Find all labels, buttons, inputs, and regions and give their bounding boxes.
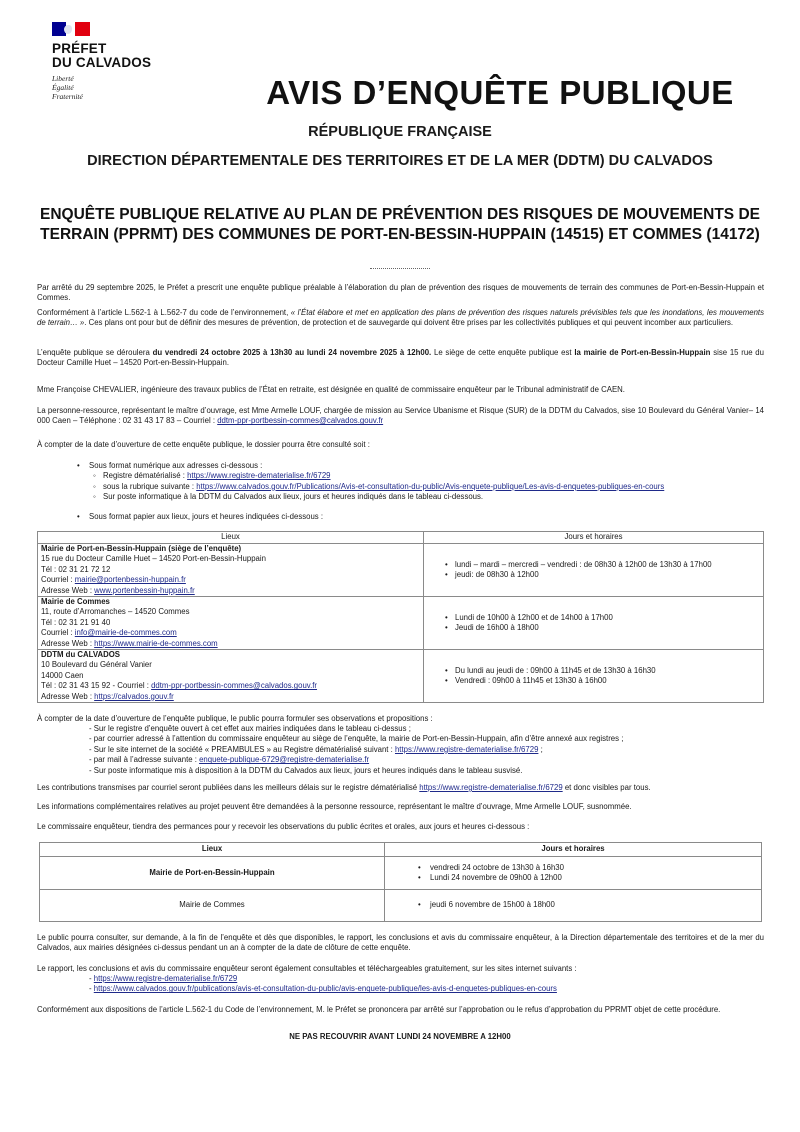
paragraph-informations: Les informations complémentaires relatives au projet peuvent être demandées à la personne ressource, représentant le maître d’ouvrage, Mme Armelle LOUF, susnommée. (37, 802, 632, 811)
registre-end: ; (538, 744, 543, 754)
republic-heading: RÉPUBLIQUE FRANÇAISE (308, 124, 492, 140)
place-web (41, 639, 420, 649)
observation-item: - Sur le registre d’enquête ouvert à cet effet aux mairies indiquées dans le tableau ci-dessus ; (89, 724, 411, 733)
enquiry-seat: la mairie de Port-en-Bessin-Huppain (574, 348, 711, 357)
paragraph-contributions (37, 783, 764, 793)
place-name: DDTM du CALVADOS (41, 650, 120, 660)
registre-link[interactable]: https://www.registre-dematerialise.fr/6729 (394, 744, 539, 754)
web-link[interactable]: https://calvados.gouv.fr (94, 691, 174, 701)
hours-item: • Lundi 24 novembre de 09h00 à 12h00 (430, 873, 758, 883)
contrib-text: Les contributions transmises par courriel seront publiées dans les meilleurs délais sur le registre dématérialisé (37, 783, 420, 792)
hours-cell (424, 544, 764, 597)
contact-text: La personne-ressource, représentant le maître d’ouvrage, est Mme Armelle LOUF, chargée de mission au Service Ubanisme et Risque (SUR) de la DDTM du Calvados, sise 10 Boulevard du Général Vanier– 14 000 Caen – Téléphone : 02 31 43 17 83 – Courriel : (37, 406, 764, 426)
place-phone-email (41, 681, 420, 691)
rubrique-link[interactable]: https://www.calvados.gouv.fr/Publications/Avis-et-consultation-du-public/Avis-enquete-publique/Les-avis-d-enquetes-publiques-en-cours (196, 481, 665, 491)
web-label: Adresse Web : (41, 585, 95, 595)
direction-heading: DIRECTION DÉPARTEMENTALE DES TERRITOIRES ET DE LA MER (DDTM) DU CALVADOS (87, 153, 713, 169)
column-header-horaires: Jours et horaires (424, 532, 764, 544)
place-cell: Mairie de Commes (40, 890, 385, 922)
table-header-row (38, 532, 764, 544)
table-row (38, 650, 764, 703)
subject-heading: ENQUÊTE PUBLIQUE RELATIVE AU PLAN DE PRÉVENTION DES RISQUES DE MOUVEMENTS DE TERRAIN (PPRMT) DES COMMUNES DE PORT-EN-BESSIN-HUPPAIN (14515) ET COMMES (14172) (40, 206, 760, 243)
observation-item: - Sur poste informatique mis à disposition à la DDTM du Calvados aux lieux, jours et heures indiqués dans le tableau susvisé. (89, 765, 523, 775)
prefecture-logo (52, 22, 151, 101)
contrib-link[interactable]: https://www.registre-dematerialise.fr/6729 (419, 783, 563, 792)
table-header-row (40, 843, 762, 857)
paragraph-permanences: Le commissaire enquêteur, tiendra des permances pour y recevoir les observations du public écrites et orales, aux jours et heures ci-dessous : (37, 822, 530, 831)
web-label: Adresse Web : (41, 691, 95, 701)
column-header-lieux: Lieux (40, 843, 385, 857)
place-address: 11, route d’Arromanches – 14520 Commes (41, 607, 190, 617)
table-row (40, 857, 762, 890)
observation-item: - par courrier adressé à l’attention du commissaire enquêteur au siège de l’enquête, la mairie de Port-en-Bessin-Huppain, afin d’être annexé aux registres ; (89, 734, 624, 744)
paragraph-article (37, 308, 764, 329)
place-cell (38, 597, 424, 650)
registre-label: Registre dématérialisé : (103, 471, 188, 481)
hours-item: • vendredi 24 octobre de 13h30 à 16h30 (430, 863, 758, 873)
web-link[interactable]: https://www.mairie-de-commes.com (94, 638, 218, 648)
observations-list (37, 724, 764, 776)
email-link[interactable]: mairie@portenbessin-huppain.fr (74, 575, 186, 585)
motto-egalite: Égalité (52, 83, 74, 92)
place-phone: Tél : 02 31 21 72 12 (41, 564, 111, 574)
list-item-paper: • Sous format papier aux lieux, jours et heures indiquées ci-dessous : (89, 512, 764, 522)
seat-address: sise 15 rue du Docteur Camille Huet – 14520 Port-en-Bessin-Huppain. (37, 348, 764, 368)
permanences-table (39, 842, 762, 922)
list-item-numeric (89, 461, 764, 503)
place-cell (38, 650, 424, 703)
motto-fraternite: Fraternité (52, 92, 83, 101)
email-label: Courriel : (41, 575, 75, 585)
email-link[interactable]: ddtm-ppr-portbessin-commes@calvados.gouv.fr (151, 681, 318, 691)
article-text: Conformément à l’article L.562-1 à L.562-7 du code de l’environnement, (37, 308, 291, 317)
registre-link[interactable]: https://www.registre-dematerialise.fr/6729 (93, 974, 238, 983)
registre-link[interactable]: https://www.registre-dematerialise.fr/6729 (187, 471, 331, 481)
contrib-end: et donc visibles par tous. (562, 783, 651, 792)
numeric-label: Sous format numérique aux adresses ci-dessous : (89, 461, 263, 470)
place-web (41, 586, 420, 596)
paragraph-rapport: Le rapport, les conclusions et avis du commissaire enquêteur seront également consultables et téléchargeables gratuitement, sur les sites internet suivants : (37, 964, 577, 973)
paragraph-consultation: À compter de la date d’ouverture de cette enquête publique, le dossier pourra être consulté soit : (37, 440, 370, 449)
seat-intro: Le siège de cette enquête publique est (431, 348, 575, 357)
hours-cell (424, 650, 764, 703)
web-link[interactable]: www.portenbessin-huppain.fr (94, 585, 195, 595)
motto-liberte: Liberté (52, 74, 74, 83)
email-link[interactable]: info@mairie-de-commes.com (74, 628, 177, 638)
logo-motto (52, 74, 151, 101)
place-address: 10 Boulevard du Général Vanier (41, 660, 152, 670)
paragraph-commissaire: Mme Françoise CHEVALIER, ingénieure des travaux publics de l’État en retraite, est désignée en qualité de commissaire enquêteur par le Tribunal administratif de CAEN. (37, 385, 625, 394)
enquiry-dates: du vendredi 24 octobre 2025 à 13h30 au lundi 24 novembre 2025 à 12h00. (152, 348, 432, 357)
place-web (41, 692, 420, 702)
paragraph-public-consult: Le public pourra consulter, sur demande, à la fin de l’enquête et dès que disponibles, le rapport, les conclusions et avis du commissaire enquêteur, à la Direction départementale des territoires et de la mer du Calvados, aux mairies désignées ci-dessus pendant un an à compter de la date de clôture de cette enquête. (37, 933, 764, 953)
logo-line1: PRÉFET (52, 41, 107, 56)
web-label: Adresse Web : (41, 638, 95, 648)
mail-link[interactable]: enquete-publique-6729@registre-dematerialise.fr (199, 755, 370, 765)
rapport-links (37, 974, 764, 995)
paragraph-arrete: Par arrêté du 29 septembre 2025, le Préfet a prescrit une enquête publique préalable à l’élaboration du plan de prévention des risques de mouvements de terrain des communes de Port-en-Bessin-Huppain et Commes. (37, 283, 764, 303)
table-row (38, 544, 764, 597)
hours-item: • Lundi de 10h00 à 12h00 et de 14h00 à 17h00 (455, 613, 760, 623)
hours-cell (424, 597, 764, 650)
logo-line2: DU CALVADOS (52, 55, 152, 70)
place-name: Mairie de Commes (41, 597, 110, 607)
sublist-item-poste: ◦ Sur poste informatique à la DDTM du Calvados aux lieux, jours et heures indiqués dans le tableau ci-dessous. (103, 492, 764, 502)
phone-email-label: Tél : 02 31 43 15 92 - Courriel : (41, 681, 152, 691)
place-name: Mairie de Port-en-Bessin-Huppain (siège de l’enquête) (41, 544, 242, 553)
hours-item: • Vendredi : 09h00 à 11h45 et 13h30 à 16h00 (455, 676, 760, 686)
place-city: 14000 Caen (41, 670, 84, 680)
sublist-item-rubrique (103, 482, 764, 492)
place-email (41, 575, 420, 585)
place-cell (38, 544, 424, 597)
hours-cell (385, 890, 762, 922)
marianne-flag-icon (52, 22, 90, 36)
observations-intro: À compter de la date d’ouverture de l’enquête publique, le public pourra formuler ses observations et propositions : (37, 714, 433, 723)
footer-notice: NE PAS RECOUVRIR AVANT LUNDI 24 NOVEMBRE A 12H00 (289, 1032, 511, 1041)
rapport-link-item: - https://www.calvados.gouv.fr/publications/avis-et-consultation-du-public/avis-enquete-publique/les-avis-d-enquetes-publiques-en-cours (89, 984, 557, 994)
hours-item: • lundi – mardi – mercredi – vendredi : de 08h30 à 12h00 de 13h30 à 17h00 (455, 560, 760, 570)
hours-cell (385, 857, 762, 890)
mail-text: - par mail à l’adresse suivante : (89, 755, 200, 765)
hours-item: • jeudi: de 08h30 à 12h00 (455, 570, 760, 580)
table-row (40, 890, 762, 922)
consultation-list (37, 461, 764, 503)
calvados-link[interactable]: https://www.calvados.gouv.fr/publications/avis-et-consultation-du-public/avis-enquete-publique/les-avis-d-enquetes-publiques-en-cours (93, 984, 557, 994)
dates-intro: L’enquête publique se déroulera (37, 348, 153, 357)
place-phone: Tél : 02 31 21 91 40 (41, 617, 111, 627)
rapport-link-item: - https://www.registre-dematerialise.fr/6729 (89, 974, 238, 983)
email-label: Courriel : (41, 628, 75, 638)
registre-text: - Sur le site internet de la société « PREAMBULES » au Registre dématérialisé suivant : (89, 744, 395, 754)
paper-list (37, 512, 764, 522)
observation-item (89, 755, 764, 765)
hours-item: • Jeudi de 16h00 à 18h00 (455, 623, 760, 633)
paragraph-dates (37, 348, 764, 369)
sublist-item-registre (103, 471, 764, 481)
dotted-separator (370, 268, 430, 269)
article-text-end: . Ces plans ont pour but de définir des mesures de prévention, de protection et de sauvegarde qui doivent être prises par les collectivités publiques et qui peuvent incomber aux particuliers. (84, 318, 734, 328)
observation-item (89, 745, 764, 755)
contact-email-link[interactable]: ddtm-ppr-portbessin-commes@calvados.gouv.fr (217, 416, 384, 426)
consultation-table (37, 531, 764, 703)
place-cell: Mairie de Port-en-Bessin-Huppain (40, 857, 385, 890)
paragraph-contact (37, 406, 764, 427)
hours-item: • jeudi 6 novembre de 15h00 à 18h00 (430, 900, 758, 910)
column-header-horaires: Jours et horaires (385, 843, 762, 857)
paragraph-conformement: Conformément aux dispositions de l’article L.562-1 du Code de l’environnement, M. le Préfet se prononcera par arrêté sur l’approbation ou le refus d’approbation du PPRMT objet de cette procédure. (37, 1005, 721, 1014)
table-row (38, 597, 764, 650)
column-header-lieux: Lieux (38, 532, 424, 544)
place-email (41, 628, 420, 638)
page-title: AVIS D’ENQUÊTE PUBLIQUE (266, 74, 734, 111)
hours-item: • Du lundi au jeudi de : 09h00 à 11h45 et de 13h30 à 16h30 (455, 666, 760, 676)
article-quote: « l’État élabore et met en application des plans de prévention des risques naturels prévisibles tels que les inondations, les mouvements de terrain… » (37, 308, 764, 328)
rubrique-label: sous la rubrique suivante : (103, 481, 197, 491)
logo-title (52, 42, 151, 70)
place-address: 15 rue du Docteur Camille Huet – 14520 Port-en-Bessin-Huppain (41, 554, 266, 564)
